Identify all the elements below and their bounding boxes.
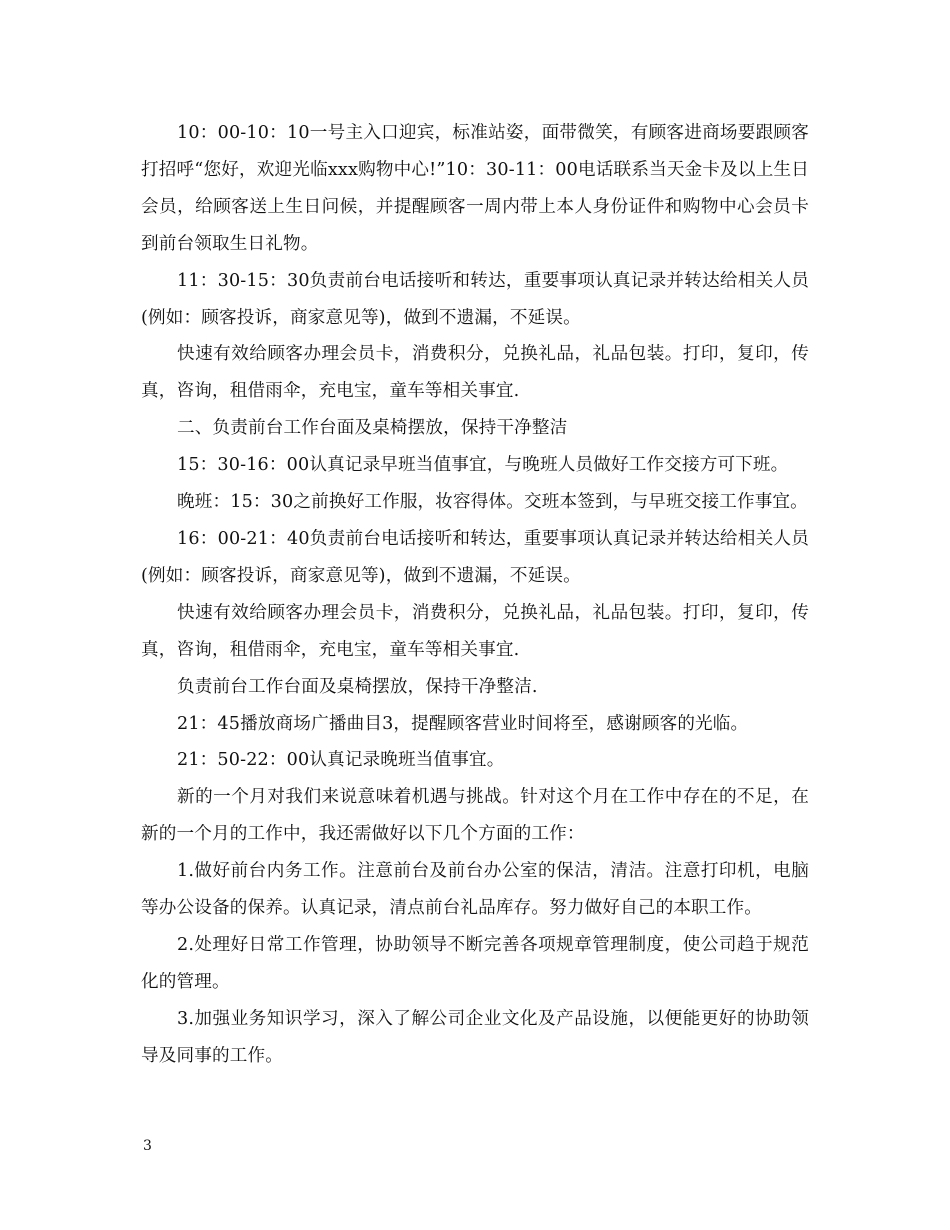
paragraph-shift-handover: 15：30-16：00认真记录早班当值事宜，与晚班人员做好工作交接方可下班。 xyxy=(177,455,789,476)
paragraph-evening-record: 21：50-22：00认真记录晚班当值事宜。 xyxy=(177,750,505,771)
paragraph-evening-shift-start: 晚班：15：30之前换好工作服，妆容得体。交班本签到，与早班交接工作事宜。 xyxy=(177,492,808,513)
paragraph-phone-duty-evening: 16：00-21：40负责前台电话接听和转达，重要事项认真记录并转达给相关人员(例如：顾客投诉，商家意见等)，做到不遗漏，不延误。 xyxy=(141,528,809,586)
paragraph-closing-broadcast: 21：45播放商场广播曲目3，提醒顾客营业时间将至，感谢顾客的光临。 xyxy=(177,713,749,734)
paragraph-plan-item-2: 2.处理好日常工作管理，协助领导不断完善各项规章管理制度，使公司趋于规范化的管理。 xyxy=(141,934,809,992)
paragraph-desk-tidiness-heading: 二、负责前台工作台面及桌椅摆放，保持干净整洁 xyxy=(177,418,568,439)
paragraph-plan-item-3: 3.加强业务知识学习，深入了解公司企业文化及产品设施，以便能更好的协助领导及同事的工作。 xyxy=(141,1008,809,1066)
page-number: 3 xyxy=(143,1138,152,1154)
paragraph-greeting-schedule: 10：00-10：10一号主入口迎宾，标准站姿，面带微笑，有顾客进商场要跟顾客打招呼“您好，欢迎光临xxx购物中心!”10：30-11：00电话联系当天金卡及以上生日会员，给顾客送上生日问候，并提醒顾客一周内带上本人身份证件和购物中心会员卡到前台领取生日礼物。 xyxy=(141,123,809,254)
paragraph-next-month-intro: 新的一个月对我们来说意味着机遇与挑战。针对这个月在工作中存在的不足，在新的一个月的工作中，我还需做好以下几个方面的工作： xyxy=(141,787,809,845)
document-body xyxy=(141,115,809,1075)
paragraph-desk-tidiness: 负责前台工作台面及桌椅摆放，保持干净整洁. xyxy=(177,676,538,697)
paragraph-member-services-evening: 快速有效给顾客办理会员卡，消费积分，兑换礼品，礼品包装。打印，复印，传真，咨询，租借雨伞，充电宝，童车等相关事宜. xyxy=(141,602,809,660)
paragraph-member-services-morning: 快速有效给顾客办理会员卡，消费积分，兑换礼品，礼品包装。打印，复印，传真，咨询，租借雨伞，充电宝，童车等相关事宜. xyxy=(141,344,809,402)
paragraph-plan-item-1: 1.做好前台内务工作。注意前台及前台办公室的保洁，清洁。注意打印机，电脑等办公设备的保养。认真记录，清点前台礼品库存。努力做好自己的本职工作。 xyxy=(141,861,809,919)
paragraph-phone-duty-morning: 11：30-15：30负责前台电话接听和转达，重要事项认真记录并转达给相关人员(例如：顾客投诉，商家意见等)，做到不遗漏，不延误。 xyxy=(141,270,809,328)
